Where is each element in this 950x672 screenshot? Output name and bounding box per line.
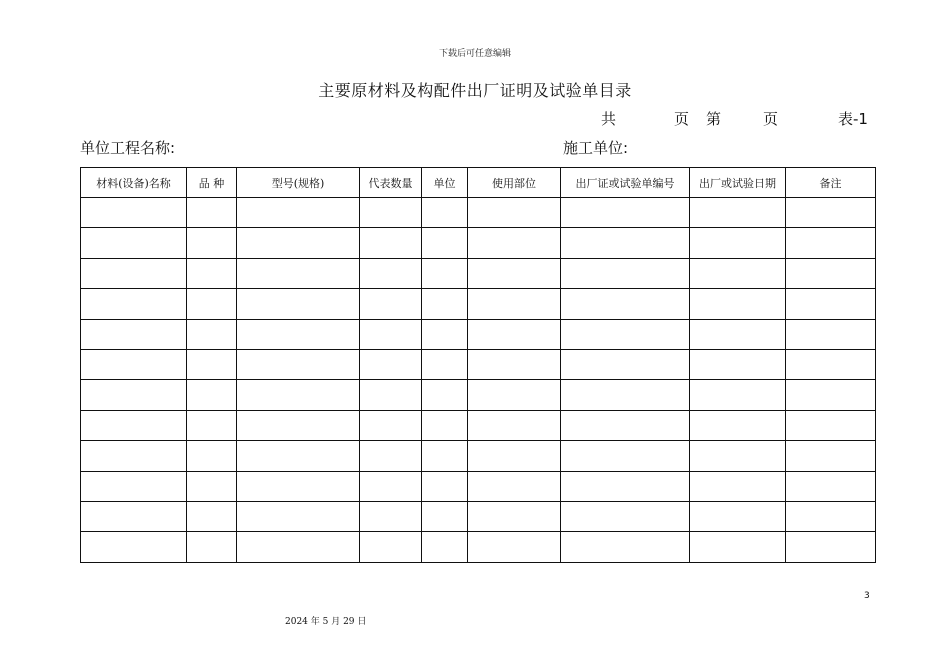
table-cell[interactable] [187, 441, 237, 471]
table-row [81, 289, 876, 319]
table-row [81, 319, 876, 349]
table-cell[interactable] [468, 349, 561, 379]
table-cell[interactable] [561, 289, 690, 319]
table-cell[interactable] [187, 228, 237, 258]
table-cell[interactable] [187, 501, 237, 531]
total-label: 共 [601, 110, 617, 128]
table-cell[interactable] [468, 532, 561, 562]
table-cell[interactable] [468, 198, 561, 228]
table-cell[interactable] [690, 228, 786, 258]
table-cell[interactable] [561, 319, 690, 349]
table-cell[interactable] [360, 471, 422, 501]
table-cell[interactable] [360, 319, 422, 349]
table-cell[interactable] [561, 532, 690, 562]
table-cell[interactable] [360, 289, 422, 319]
table-cell[interactable] [468, 228, 561, 258]
table-cell[interactable] [468, 319, 561, 349]
table-cell[interactable] [187, 198, 237, 228]
table-cell[interactable] [81, 198, 187, 228]
table-row [81, 441, 876, 471]
table-row [81, 471, 876, 501]
table-cell[interactable] [237, 349, 360, 379]
table-cell[interactable] [786, 501, 876, 531]
table-cell[interactable] [690, 471, 786, 501]
table-cell[interactable] [468, 289, 561, 319]
table-cell[interactable] [187, 289, 237, 319]
page-label-2: 页 [763, 110, 779, 128]
table-cell[interactable] [786, 441, 876, 471]
table-cell[interactable] [786, 228, 876, 258]
table-cell[interactable] [187, 349, 237, 379]
table-cell[interactable] [561, 198, 690, 228]
table-cell[interactable] [81, 228, 187, 258]
table-cell[interactable] [422, 228, 468, 258]
col-header-variety: 品 种 [187, 168, 237, 198]
table-cell[interactable] [187, 319, 237, 349]
table-cell[interactable] [561, 349, 690, 379]
table-cell[interactable] [786, 258, 876, 288]
table-cell[interactable] [690, 198, 786, 228]
table-cell[interactable] [561, 258, 690, 288]
table-cell[interactable] [468, 471, 561, 501]
table-cell[interactable] [468, 441, 561, 471]
table-row [81, 349, 876, 379]
table-cell[interactable] [786, 319, 876, 349]
table-cell[interactable] [786, 410, 876, 440]
table-cell[interactable] [786, 532, 876, 562]
col-header-unit: 单位 [422, 168, 468, 198]
table-cell[interactable] [237, 198, 360, 228]
project-name-label: 单位工程名称: [80, 139, 176, 157]
table-row [81, 532, 876, 562]
table-cell[interactable] [561, 410, 690, 440]
form-code: 表-1 [838, 110, 868, 128]
table-cell[interactable] [690, 501, 786, 531]
table-cell[interactable] [81, 471, 187, 501]
table-cell[interactable] [422, 532, 468, 562]
table-cell[interactable] [422, 349, 468, 379]
table-cell[interactable] [187, 410, 237, 440]
table-cell[interactable] [360, 532, 422, 562]
table-cell[interactable] [422, 258, 468, 288]
materials-catalog-table [80, 167, 876, 563]
table-cell[interactable] [360, 258, 422, 288]
table-cell[interactable] [237, 532, 360, 562]
table-cell[interactable] [81, 258, 187, 288]
col-header-quantity: 代表数量 [360, 168, 422, 198]
table-cell[interactable] [81, 441, 187, 471]
table-cell[interactable] [237, 228, 360, 258]
document-title: 主要原材料及构配件出厂证明及试验单目录 [318, 81, 632, 100]
table-cell[interactable] [561, 501, 690, 531]
table-cell[interactable] [690, 441, 786, 471]
table-cell[interactable] [468, 258, 561, 288]
table-cell[interactable] [786, 380, 876, 410]
table-cell[interactable] [786, 289, 876, 319]
table-cell[interactable] [690, 349, 786, 379]
col-header-model-spec: 型号(规格) [237, 168, 360, 198]
construction-unit-label: 施工单位: [563, 139, 629, 157]
table-cell[interactable] [690, 289, 786, 319]
table-cell[interactable] [690, 319, 786, 349]
table-cell[interactable] [786, 471, 876, 501]
col-header-location: 使用部位 [468, 168, 561, 198]
footer-date: 2024 年 5 月 29 日 [285, 617, 367, 627]
table-row [81, 380, 876, 410]
col-header-material-name: 材料(设备)名称 [81, 168, 187, 198]
table-header-row [81, 168, 876, 198]
table-cell[interactable] [360, 410, 422, 440]
table-cell[interactable] [422, 380, 468, 410]
table-cell[interactable] [561, 228, 690, 258]
col-header-remarks: 备注 [786, 168, 876, 198]
table-cell[interactable] [187, 532, 237, 562]
table-cell[interactable] [81, 380, 187, 410]
table-cell[interactable] [237, 319, 360, 349]
nth-label: 第 [706, 110, 722, 128]
table-cell[interactable] [690, 410, 786, 440]
table-cell[interactable] [187, 380, 237, 410]
table-cell[interactable] [360, 501, 422, 531]
table-cell[interactable] [187, 471, 237, 501]
table-cell[interactable] [360, 198, 422, 228]
table-cell[interactable] [360, 228, 422, 258]
table-row [81, 258, 876, 288]
table-cell[interactable] [468, 501, 561, 531]
col-header-date: 出厂或试验日期 [690, 168, 786, 198]
table-cell[interactable] [237, 258, 360, 288]
table-cell[interactable] [786, 349, 876, 379]
table-cell[interactable] [422, 289, 468, 319]
col-header-certificate-no: 出厂证或试验单编号 [561, 168, 690, 198]
page-label: 页 [674, 110, 690, 128]
table-cell[interactable] [237, 289, 360, 319]
table-cell[interactable] [237, 471, 360, 501]
table-cell[interactable] [422, 441, 468, 471]
table-row [81, 198, 876, 228]
table-cell[interactable] [360, 380, 422, 410]
table-row [81, 228, 876, 258]
table-cell[interactable] [237, 441, 360, 471]
table-row [81, 410, 876, 440]
table-cell[interactable] [422, 410, 468, 440]
table-cell[interactable] [81, 501, 187, 531]
table-cell[interactable] [561, 441, 690, 471]
table-cell[interactable] [468, 380, 561, 410]
table-cell[interactable] [690, 258, 786, 288]
table-body [81, 198, 876, 563]
table-cell[interactable] [422, 501, 468, 531]
table-cell[interactable] [187, 258, 237, 288]
table-row [81, 501, 876, 531]
table-cell[interactable] [690, 532, 786, 562]
table-cell[interactable] [690, 380, 786, 410]
table-cell[interactable] [237, 410, 360, 440]
table-cell[interactable] [422, 198, 468, 228]
table-cell[interactable] [422, 471, 468, 501]
table-cell[interactable] [561, 471, 690, 501]
table-cell[interactable] [81, 289, 187, 319]
table-cell[interactable] [81, 349, 187, 379]
table-cell[interactable] [561, 380, 690, 410]
table-cell[interactable] [360, 349, 422, 379]
table-cell[interactable] [422, 319, 468, 349]
table-cell[interactable] [81, 410, 187, 440]
table-cell[interactable] [786, 198, 876, 228]
table-cell[interactable] [360, 441, 422, 471]
page-number: 3 [864, 591, 870, 601]
table-cell[interactable] [237, 501, 360, 531]
table-cell[interactable] [237, 380, 360, 410]
table-cell[interactable] [468, 410, 561, 440]
table-cell[interactable] [81, 532, 187, 562]
header-note: 下载后可任意编辑 [438, 49, 511, 59]
table-cell[interactable] [81, 319, 187, 349]
